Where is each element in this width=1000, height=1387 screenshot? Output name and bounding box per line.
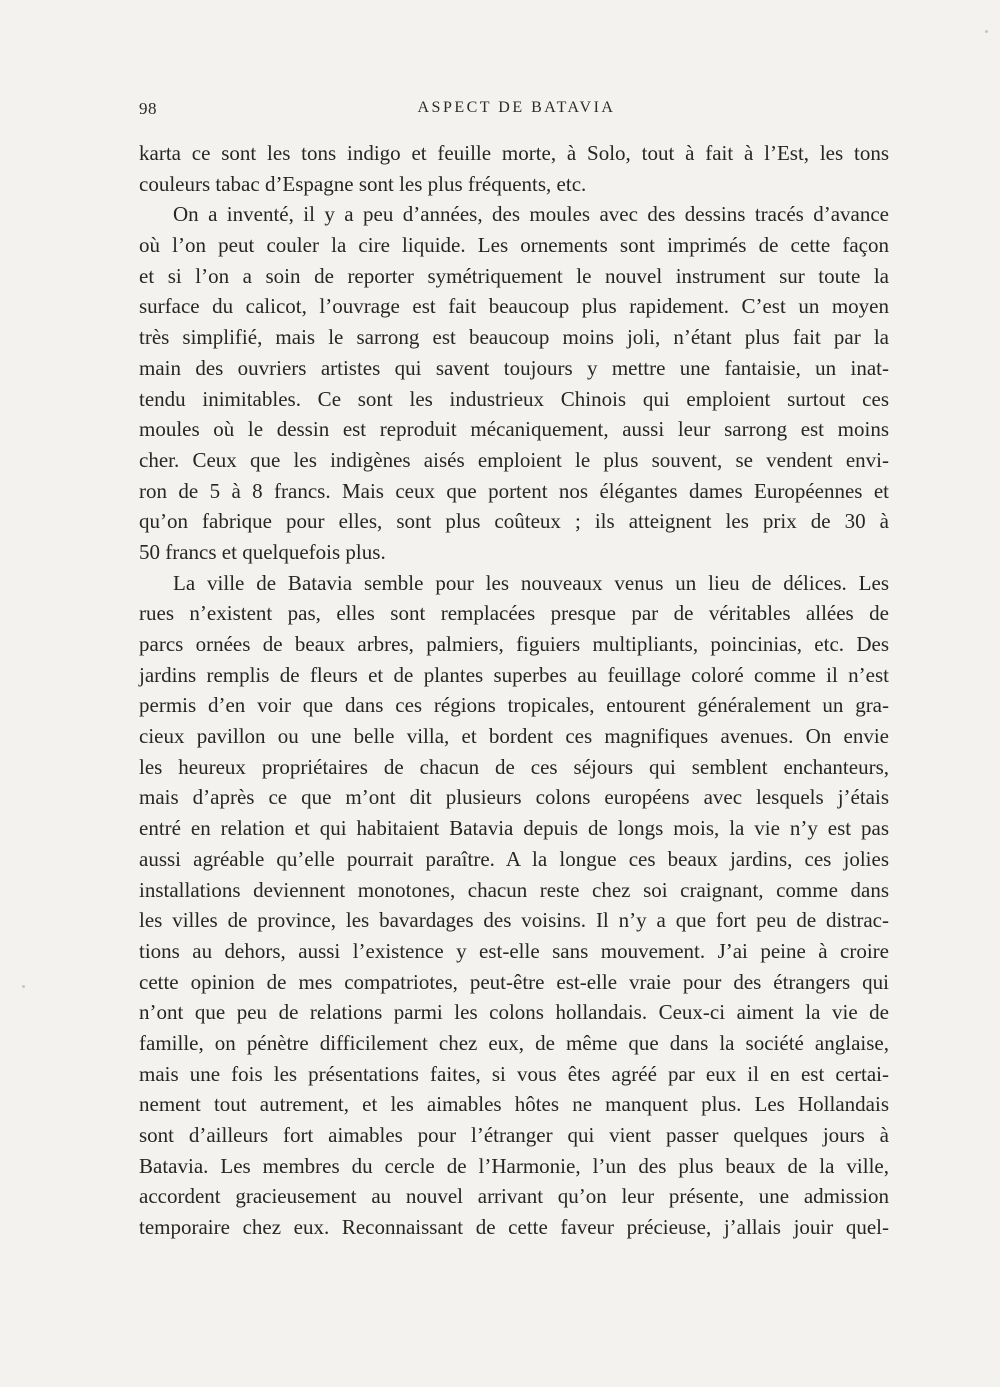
text-line: surface du calicot, l’ouvrage est fait beaucoup plus rapidement. C’est un moyen [139,294,889,319]
text-line: couleurs tabac d’Espagne sont les plus fréquents, etc. [139,171,587,196]
text-line: où l’on peut couler la cire liquide. Les ornements sont imprimés de cette façon [139,233,889,258]
text-line: jardins remplis de fleurs et de plantes superbes au feuillage coloré comme il n’est [139,662,889,687]
text-line: parcs ornées de beaux arbres, palmiers, figuiers multipliants, poincinias, etc. Des [139,632,889,656]
paragraph-2 [139,199,889,567]
text-line: mais une fois les présentations faites, si vous êtes agréé par eux il en est certai- [139,1061,889,1086]
text-line: tendu inimitables. Ce sont les industrieux Chinois qui emploient surtout ces [139,386,889,411]
text-line: tions au dehors, aussi l’existence y est-elle sans mouvement. J’ai peine à croire [139,938,889,963]
text-line: main des ouvriers artistes qui savent toujours y mettre une fantaisie, un inat- [139,355,889,380]
paper-speck [22,985,25,988]
text-line: nement tout autrement, et les aimables hôtes ne manquent plus. Les Hollandais [139,1092,889,1117]
text-line: On a inventé, il y a peu d’années, des moules avec des dessins tracés d’avance [173,202,889,227]
text-line: temporaire chez eux. Reconnaissant de cette faveur précieuse, j’allais jouir quel- [139,1215,889,1240]
text-line: installations deviennent monotones, chacun reste chez soi craignant, comme dans [139,877,889,902]
text-line: 50 francs et quelquefois plus. [139,539,386,564]
text-line: cher. Ceux que les indigènes aisés emploient le plus souvent, se vendent envi- [139,447,889,472]
text-line: cieux pavillon ou une belle villa, et bordent ces magnifiques avenues. On envie [139,724,889,749]
paragraph-1 [139,138,889,199]
text-line: aussi agréable qu’elle pourrait paraître. A la longue ces beaux jardins, ces jolies [139,846,889,871]
text-line: entré en relation et qui habitaient Batavia depuis de longs mois, la vie n’y est pas [139,816,889,841]
text-line: karta ce sont les tons indigo et feuille morte, à Solo, tout à fait à l’Est, les tons [139,141,889,165]
text-line: les heureux propriétaires de chacun de ces séjours qui semblent enchanteurs, [139,754,889,779]
paper-speck [985,30,988,33]
body-text [139,138,889,1243]
page-number: 98 [139,99,157,118]
text-line: sont d’ailleurs fort aimables pour l’étranger qui vient passer quelques jours à [139,1123,889,1147]
text-line: qu’on fabrique pour elles, sont plus coûteux ; ils atteignent les prix de 30 à [139,509,889,534]
text-line: ron de 5 à 8 francs. Mais ceux que portent nos élégantes dames Européennes et [139,478,889,503]
text-line: les villes de province, les bavardages des voisins. Il n’y a que fort peu de distrac- [139,908,889,933]
page-header [139,99,889,125]
text-line: mais d’après ce que m’ont dit plusieurs colons européens avec lesquels j’étais [139,785,889,810]
text-line: famille, on pénètre difficilement chez eux, de même que dans la société anglaise, [139,1030,889,1055]
text-line: permis d’en voir que dans ces régions tropicales, entourent généralement un gra- [139,693,889,718]
text-line: accordent gracieusement au nouvel arrivant qu’on leur présente, une admission [139,1184,889,1209]
text-line: rues n’existent pas, elles sont remplacées presque par de véritables allées de [139,601,889,626]
text-line: moules où le dessin est reproduit mécaniquement, aussi leur sarrong est moins [139,417,889,442]
text-line: très simplifié, mais le sarrong est beaucoup moins joli, n’étant plus fait par la [139,325,889,350]
running-title: ASPECT DE BATAVIA [417,99,616,116]
text-line: et si l’on a soin de reporter symétriquement le nouvel instrument sur toute la [139,263,889,288]
text-line: cette opinion de mes compatriotes, peut-être est-elle vraie pour des étrangers qui [139,969,889,994]
text-line: n’ont que peu de relations parmi les colons hollandais. Ceux-ci aiment la vie de [139,1000,889,1025]
text-line: La ville de Batavia semble pour les nouveaux venus un lieu de délices. Les [173,570,889,595]
text-line: Batavia. Les membres du cercle de l’Harmonie, l’un des plus beaux de la ville, [139,1153,889,1178]
paragraph-3 [139,568,889,1243]
